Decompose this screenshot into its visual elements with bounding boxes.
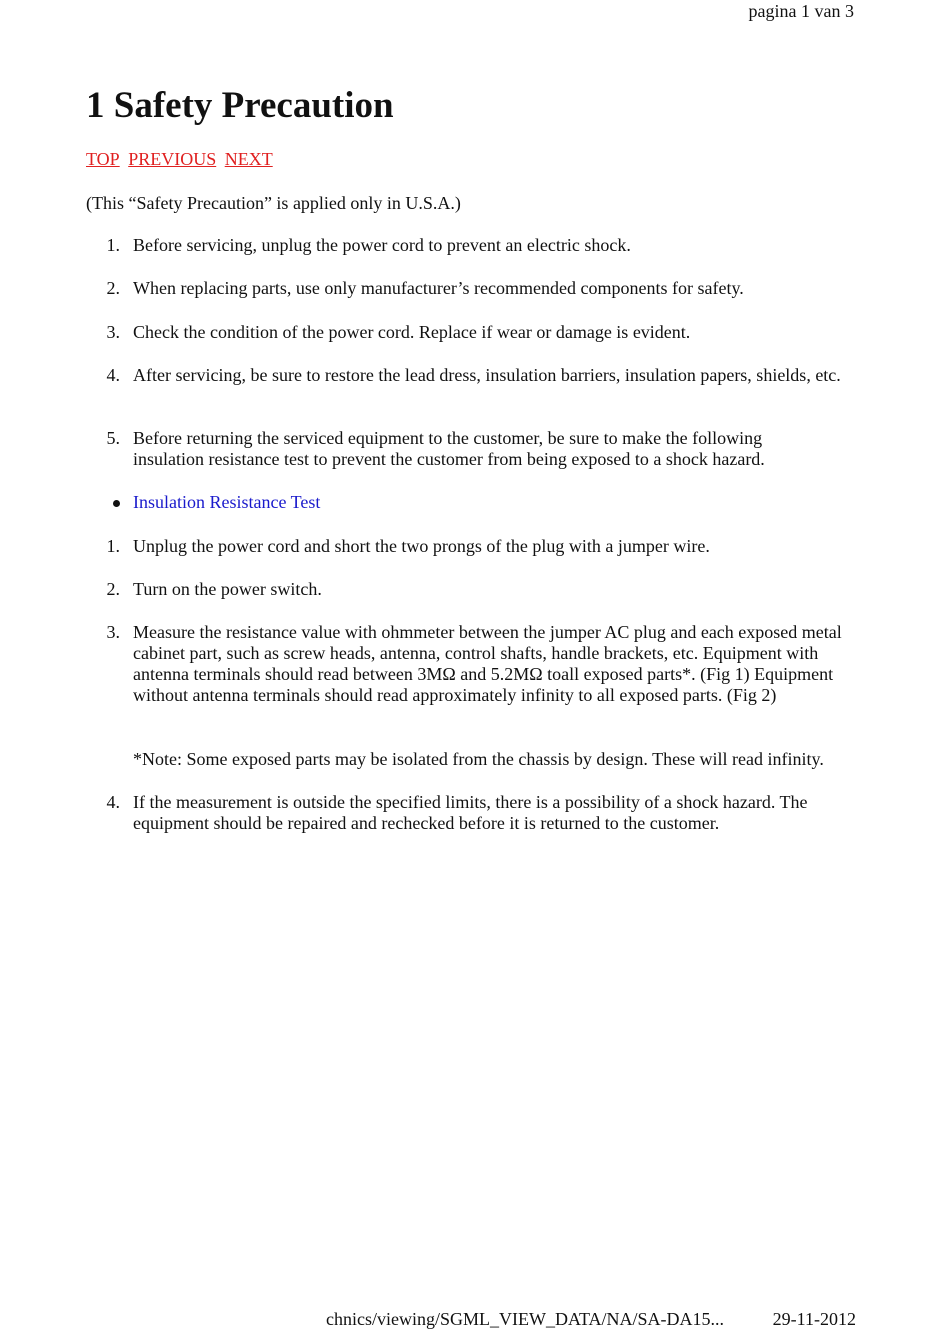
list-item-text: After servicing, be sure to restore the lead dress, insulation barriers, insulation papers, shields, etc. bbox=[133, 365, 841, 385]
note-text: *Note: Some exposed parts may be isolated from the chassis by design. These will read infinity. bbox=[133, 749, 824, 769]
list-item-text: Check the condition of the power cord. Replace if wear or damage is evident. bbox=[133, 322, 691, 342]
list-item-text: Before servicing, unplug the power cord to prevent an electric shock. bbox=[133, 235, 631, 255]
list-item-text: Turn on the power switch. bbox=[133, 579, 322, 599]
nav-links bbox=[86, 148, 277, 170]
footer-date: 29-11-2012 bbox=[772, 1309, 856, 1329]
list-item-number: 3. bbox=[106, 622, 120, 642]
footer-url: chnics/viewing/SGML_VIEW_DATA/NA/SA-DA15... bbox=[326, 1309, 725, 1329]
insulation-test-link[interactable]: Insulation Resistance Test bbox=[133, 492, 321, 512]
list-item-number: 4. bbox=[106, 792, 120, 812]
bullet-icon bbox=[113, 500, 120, 507]
intro-text: (This “Safety Precaution” is applied only in U.S.A.) bbox=[86, 193, 461, 213]
list-item-number: 1. bbox=[106, 235, 120, 255]
list-item-number: 1. bbox=[106, 536, 120, 556]
list-item-number: 2. bbox=[106, 278, 120, 298]
list-item-number: 4. bbox=[106, 365, 120, 385]
list-item-number: 3. bbox=[106, 322, 120, 342]
page-indicator: pagina 1 van 3 bbox=[748, 1, 854, 21]
nav-previous-link[interactable]: PREVIOUS bbox=[128, 149, 217, 169]
list-item-number: 2. bbox=[106, 579, 120, 599]
list-item-text: Unplug the power cord and short the two prongs of the plug with a jumper wire. bbox=[133, 536, 710, 556]
list-item-text: If the measurement is outside the specified limits, there is a possibility of a shock hazard. The equipment should be repaired and rechecked before it is returned to the customer. bbox=[133, 792, 808, 833]
nav-next-link[interactable]: NEXT bbox=[224, 149, 273, 169]
list-item-number: 5. bbox=[106, 428, 120, 448]
list-item-text: When replacing parts, use only manufacturer’s recommended components for safety. bbox=[133, 278, 744, 298]
page-title: 1 Safety Precaution bbox=[86, 85, 394, 126]
list-item-text: Before returning the serviced equipment to the customer, be sure to make the following insulation resistance test to prevent the customer from being exposed to a shock hazard. bbox=[133, 428, 765, 469]
list-item-text: Measure the resistance value with ohmmeter between the jumper AC plug and each exposed metal cabinet part, such as screw heads, antenna, control shafts, handle brackets, etc. Equipment with antenna terminals should read between 3MΩ and 5.2MΩ toall exposed parts*. (Fig 1) Equipment without antenna terminals should read approximately infinity to all exposed parts. (Fig 2) bbox=[133, 622, 842, 705]
nav-top-link[interactable]: TOP bbox=[86, 149, 120, 169]
